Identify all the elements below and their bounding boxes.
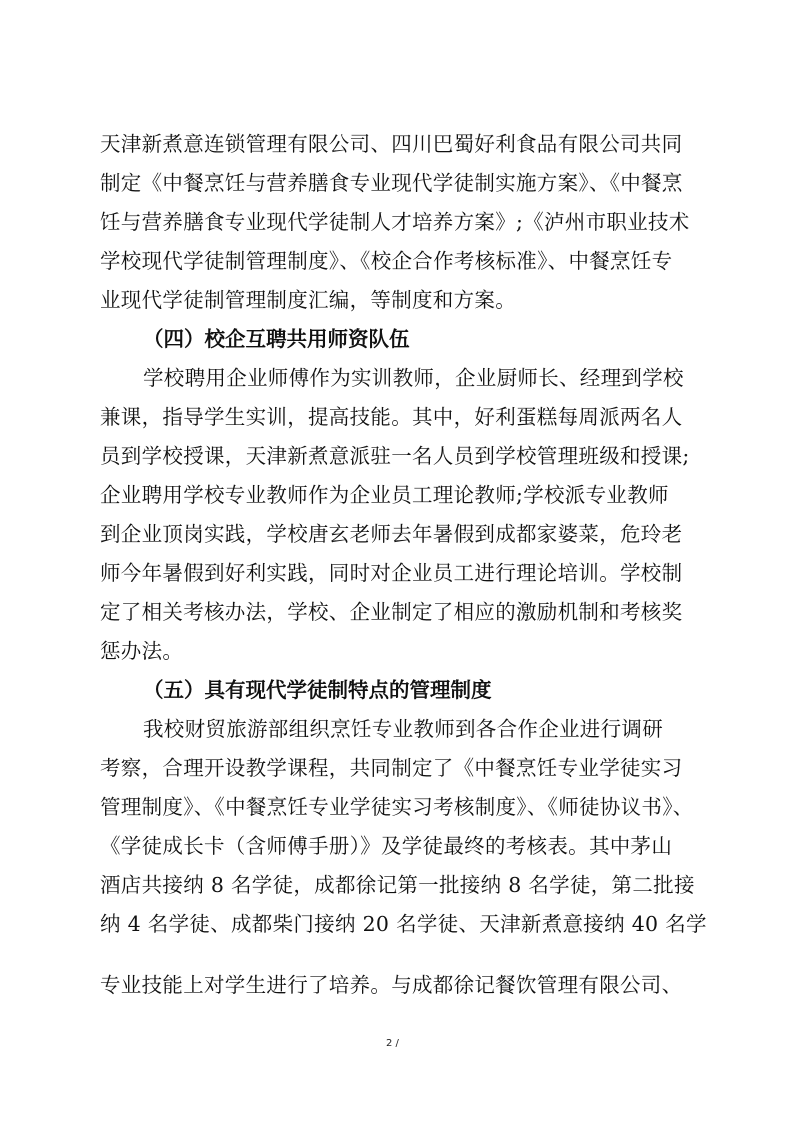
section-heading: （四）校企互聘共用师资队伍 xyxy=(143,327,410,351)
paragraph-line: 管理制度》、《中餐烹饪专业学徒实习考核制度》、《师徒协议书》、 xyxy=(100,795,694,819)
paragraph-line: 天津新煮意连锁管理有限公司、四川巴蜀好利食品有限公司共同 xyxy=(100,132,683,156)
paragraph-line: 企业聘用学校专业教师作为企业员工理论教师;学校派专业教师 xyxy=(100,483,669,507)
paragraph-line: 我校财贸旅游部组织烹饪专业教师到各合作企业进行调研 xyxy=(143,717,663,741)
paragraph-line: 《学徒成长卡（含师傅手册）》及学徒最终的考核表。其中茅山 xyxy=(100,834,673,858)
paragraph-line: 惩办法。 xyxy=(100,639,184,663)
paragraph-line: 专业技能上对学生进行了培养。与成都徐记餐饮管理有限公司、 xyxy=(100,973,683,997)
paragraph-line: 制定《中餐烹饪与营养膳食专业现代学徒制实施方案》、《中餐烹 xyxy=(100,171,683,195)
page-number: 2 / xyxy=(386,1038,399,1049)
paragraph-line: 学校聘用企业师傅作为实训教师，企业厨师长、经理到学校 xyxy=(143,366,684,390)
section-heading: （五）具有现代学徒制特点的管理制度 xyxy=(143,678,492,702)
paragraph-line: 业现代学徒制管理制度汇编，等制度和方案。 xyxy=(100,288,516,312)
paragraph-line: 到企业顶岗实践，学校唐玄老师去年暑假到成都家婆菜，危玲老 xyxy=(100,522,683,546)
paragraph-line: 定了相关考核办法，学校、企业制定了相应的激励机制和考核奖 xyxy=(100,600,683,624)
paragraph-line: 师今年暑假到好利实践，同时对企业员工进行理论培训。学校制 xyxy=(100,561,683,585)
paragraph-line: 饪与营养膳食专业现代学徒制人才培养方案》;《泸州市职业技术 xyxy=(100,210,690,234)
paragraph-line: 员到学校授课，天津新煮意派驻一名人员到学校管理班级和授课; xyxy=(100,444,690,468)
paragraph-line: 考察，合理开设教学课程，共同制定了《中餐烹饪专业学徒实习 xyxy=(100,756,683,780)
paragraph-line: 学校现代学徒制管理制度》、《校企合作考核标准》、中餐烹饪专 xyxy=(100,249,673,273)
paragraph-line: 酒店共接纳 8 名学徒，成都徐记第一批接纳 8 名学徒，第二批接 xyxy=(100,873,695,897)
paragraph-line: 兼课，指导学生实训，提高技能。其中，好利蛋糕每周派两名人 xyxy=(100,405,683,429)
paragraph-line: 纳 4 名学徒、成都柴门接纳 20 名学徒、天津新煮意接纳 40 名学 xyxy=(100,912,707,936)
